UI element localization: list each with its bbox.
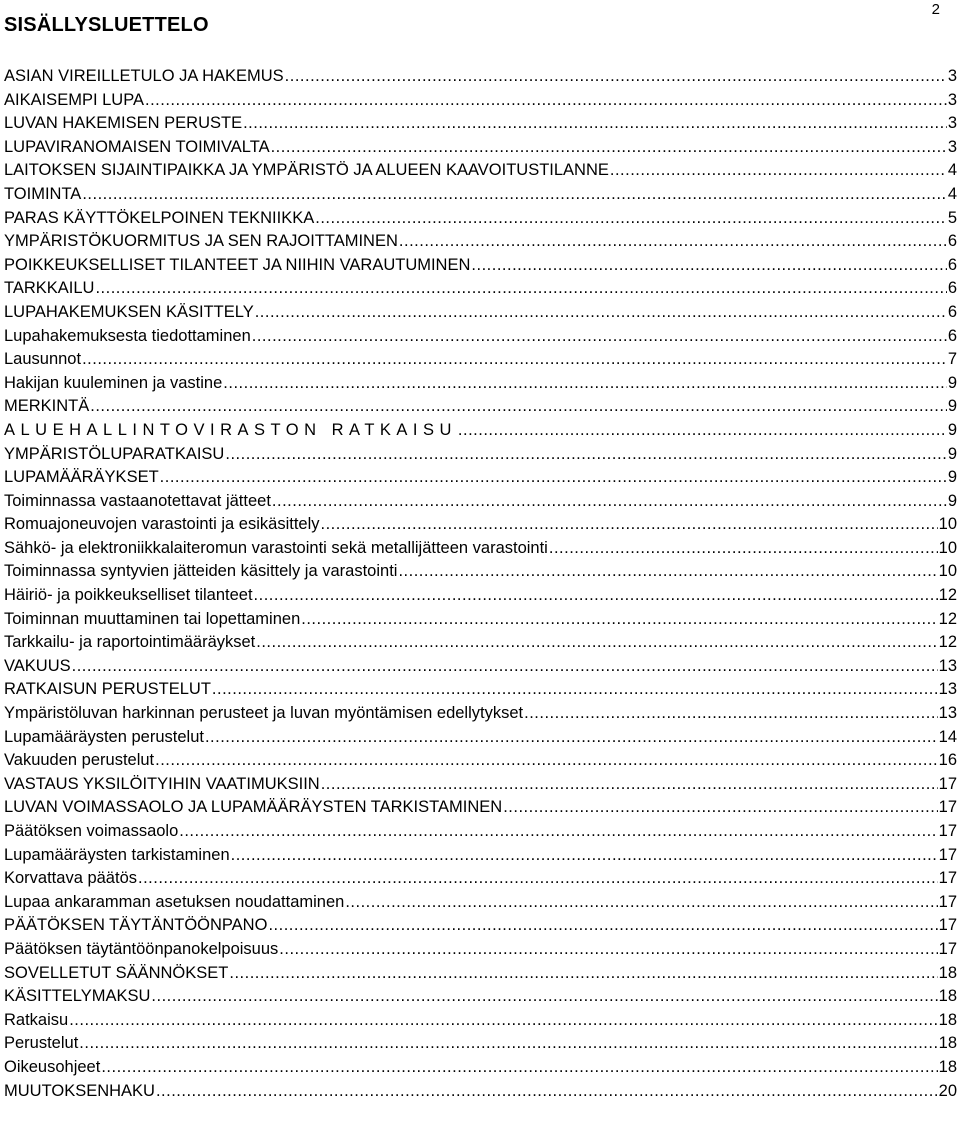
toc-entry-title: KÄSITTELYMAKSU	[4, 987, 151, 1006]
toc-entry[interactable]	[4, 562, 957, 586]
toc-entry[interactable]	[4, 893, 957, 917]
toc-entry-title: Päätöksen voimassaolo	[4, 822, 179, 840]
toc-entry-title: Lupaa ankaramman asetuksen noudattaminen	[4, 892, 345, 911]
toc-entry-page: 10	[938, 562, 957, 581]
toc-entry-title: YMPÄRISTÖLUPARATKAISU	[4, 444, 225, 463]
toc-entry[interactable]	[4, 1011, 957, 1035]
toc-entry-title: Oikeusohjeet	[4, 1057, 101, 1076]
toc-entry-page: 7	[947, 350, 957, 369]
toc-entry-page: 10	[938, 515, 957, 534]
toc-entry-title: Toiminnassa vastaanotettavat jätteet	[4, 491, 271, 510]
toc-entry-title: Lupahakemuksesta tiedottaminen	[4, 326, 251, 345]
toc-entry-page: 9	[947, 468, 957, 487]
toc-entry-page: 17	[938, 939, 957, 958]
toc-dot-leader	[160, 468, 947, 487]
toc-dot-leader	[151, 987, 937, 1006]
toc-entry-page: 3	[947, 114, 957, 133]
toc-entry-page: 17	[938, 822, 957, 840]
toc-entry-title: VAKUUS	[4, 656, 71, 675]
toc-dot-leader	[471, 256, 946, 275]
toc-entry-title: RATKAISUN PERUSTELUT	[4, 680, 211, 699]
toc-dot-leader	[205, 728, 938, 747]
toc-dot-leader	[90, 397, 947, 416]
toc-entry[interactable]	[4, 798, 957, 822]
toc-entry-page: 13	[938, 680, 957, 699]
toc-entry[interactable]	[4, 657, 957, 681]
toc-entry-title: Toiminnan muuttaminen tai lopettaminen	[4, 609, 301, 628]
toc-entry-page: 3	[947, 67, 957, 85]
page-number: 2	[931, 1, 940, 18]
toc-entry-page: 4	[947, 161, 957, 180]
toc-dot-leader	[212, 680, 938, 699]
toc-entry-page: 9	[947, 397, 957, 416]
toc-dot-leader	[69, 1011, 937, 1030]
toc-entry-page: 5	[947, 208, 957, 227]
toc-entry-page: 10	[938, 538, 957, 557]
toc-entry-page: 9	[947, 491, 957, 510]
toc-dot-leader	[255, 303, 947, 322]
toc-entry[interactable]	[4, 303, 957, 327]
toc-entry-title: Tarkkailu- ja raportointimääräykset	[4, 633, 256, 652]
toc-dot-leader	[82, 350, 947, 369]
toc-entry-page: 13	[938, 656, 957, 675]
toc-entry[interactable]	[4, 138, 957, 162]
toc-entry[interactable]	[4, 468, 957, 492]
toc-dot-leader	[398, 562, 937, 581]
toc-entry-title: Ratkaisu	[4, 1010, 69, 1029]
toc-dot-leader	[145, 91, 947, 110]
toc-entry-title: PARAS KÄYTTÖKELPOINEN TEKNIIKKA	[4, 208, 315, 227]
toc-entry-title: SOVELLETUT SÄÄNNÖKSET	[4, 963, 229, 982]
toc-entry-page: 14	[938, 727, 957, 746]
toc-dot-leader	[229, 964, 937, 983]
toc-dot-leader	[321, 775, 938, 794]
toc-entry[interactable]	[4, 869, 957, 893]
toc-entry-title: MUUTOKSENHAKU	[4, 1081, 155, 1100]
toc-entry-page: 17	[938, 774, 957, 793]
toc-entry[interactable]	[4, 256, 957, 280]
toc-entry-title: LUVAN VOIMASSAOLO JA LUPAMÄÄRÄYSTEN TARKISTAMINEN	[4, 798, 503, 817]
toc-dot-leader	[156, 1082, 938, 1101]
toc-dot-leader	[155, 751, 938, 770]
toc-entry-title: Häiriö- ja poikkeukselliset tilanteet	[4, 586, 253, 605]
toc-entry[interactable]	[4, 397, 957, 421]
toc-entry[interactable]	[4, 209, 957, 233]
toc-entry[interactable]	[4, 67, 957, 91]
toc-entry-title: Vakuuden perustelut	[4, 751, 155, 770]
toc-entry[interactable]	[4, 633, 957, 657]
toc-entry-page: 17	[938, 798, 957, 817]
toc-dot-leader	[179, 822, 937, 841]
toc-entry[interactable]	[4, 680, 957, 704]
toc-entry-page: 13	[938, 704, 957, 723]
toc-entry[interactable]	[4, 846, 957, 870]
toc-dot-leader	[231, 846, 938, 865]
toc-entry-page: 3	[947, 137, 957, 156]
toc-dot-leader	[138, 869, 938, 888]
toc-dot-leader	[243, 114, 947, 133]
toc-entry-page: 4	[947, 184, 957, 203]
toc-entry-page: 20	[938, 1081, 957, 1100]
toc-entry-title: VASTAUS YKSILÖITYIHIN VAATIMUKSIIN	[4, 774, 320, 793]
toc-entry-title: Perustelut	[4, 1034, 79, 1053]
toc-entry[interactable]	[4, 822, 957, 846]
toc-dot-leader	[272, 492, 947, 511]
toc-entry-page: 12	[938, 609, 957, 628]
toc-entry-page: 12	[938, 633, 957, 652]
toc-entry-title: Lupamääräysten tarkistaminen	[4, 845, 230, 864]
toc-dot-leader	[225, 445, 946, 464]
toc-dot-leader	[254, 586, 938, 605]
toc-entry[interactable]	[4, 728, 957, 752]
toc-entry-page: 9	[947, 444, 957, 463]
toc-entry-title: POIKKEUKSELLISET TILANTEET JA NIIHIN VARAUTUMINEN	[4, 255, 471, 274]
toc-entry-title: Ympäristöluvan harkinnan perusteet ja luvan myöntämisen edellytykset	[4, 704, 524, 723]
toc-entry-title: Hakijan kuuleminen ja vastine	[4, 373, 223, 392]
toc-dot-leader	[256, 633, 937, 652]
table-of-contents	[4, 67, 957, 1105]
toc-entry-page: 6	[947, 302, 957, 321]
toc-dot-leader	[95, 279, 946, 298]
toc-entry[interactable]	[4, 374, 957, 398]
toc-entry-title: Toiminnassa syntyvien jätteiden käsittely ja varastointi	[4, 562, 398, 581]
toc-dot-leader	[321, 515, 938, 534]
toc-dot-leader	[279, 940, 937, 959]
toc-dot-leader	[101, 1058, 937, 1077]
toc-entry[interactable]	[4, 515, 957, 539]
toc-entry[interactable]	[4, 940, 957, 964]
toc-entry-title: LUPAHAKEMUKSEN KÄSITTELY	[4, 302, 254, 321]
toc-entry-title: PÄÄTÖKSEN TÄYTÄNTÖÖNPANO	[4, 916, 268, 935]
toc-entry-page: 18	[938, 987, 957, 1006]
toc-entry[interactable]	[4, 185, 957, 209]
toc-entry[interactable]	[4, 232, 957, 256]
toc-entry-page: 17	[938, 869, 957, 888]
toc-entry-page: 17	[938, 916, 957, 935]
toc-dot-leader	[610, 161, 947, 180]
toc-entry-page: 6	[947, 279, 957, 298]
toc-entry-page: 12	[938, 586, 957, 605]
toc-entry-page: 9	[947, 373, 957, 392]
toc-entry-page: 9	[947, 420, 957, 439]
toc-dot-leader	[524, 704, 938, 723]
toc-entry[interactable]	[4, 916, 957, 940]
toc-entry[interactable]	[4, 586, 957, 610]
toc-dot-leader	[301, 610, 937, 629]
toc-entry-title: ASIAN VIREILLETULO JA HAKEMUS	[4, 67, 284, 85]
toc-entry[interactable]	[4, 421, 957, 445]
toc-entry-title: Päätöksen täytäntöönpanokelpoisuus	[4, 939, 279, 958]
toc-entry[interactable]	[4, 161, 957, 185]
toc-entry[interactable]	[4, 964, 957, 988]
toc-entry-page: 6	[947, 232, 957, 251]
toc-dot-leader	[82, 185, 947, 204]
toc-entry-page: 18	[938, 963, 957, 982]
toc-entry-title: YMPÄRISTÖKUORMITUS JA SEN RAJOITTAMINEN	[4, 232, 398, 251]
toc-entry[interactable]	[4, 987, 957, 1011]
toc-entry-title: LUPAMÄÄRÄYKSET	[4, 468, 159, 487]
toc-dot-leader	[315, 209, 947, 228]
toc-entry-page: 18	[938, 1057, 957, 1076]
toc-entry[interactable]	[4, 539, 957, 563]
toc-dot-leader	[285, 67, 947, 86]
toc-entry-title: Romuajoneuvojen varastointi ja esikäsittely	[4, 515, 320, 534]
toc-entry-page: 18	[938, 1034, 957, 1053]
toc-entry[interactable]	[4, 279, 957, 303]
toc-dot-leader	[252, 327, 947, 346]
toc-entry-page: 18	[938, 1010, 957, 1029]
toc-dot-leader	[268, 916, 937, 935]
toc-entry-title: MERKINTÄ	[4, 397, 90, 416]
toc-entry[interactable]	[4, 114, 957, 138]
toc-dot-leader	[503, 798, 937, 817]
toc-entry[interactable]	[4, 492, 957, 516]
toc-entry-title: AIKAISEMPI LUPA	[4, 90, 144, 109]
toc-entry[interactable]	[4, 704, 957, 728]
toc-entry-page: 6	[947, 255, 957, 274]
toc-entry[interactable]	[4, 327, 957, 351]
toc-entry-page: 3	[947, 90, 957, 109]
toc-entry[interactable]	[4, 1034, 957, 1058]
toc-dot-leader	[458, 421, 947, 440]
toc-entry-title: Korvattava päätös	[4, 869, 137, 888]
toc-entry-page: 17	[938, 845, 957, 864]
toc-entry-title: Lupamääräysten perustelut	[4, 727, 204, 746]
toc-dot-leader	[79, 1034, 937, 1053]
toc-entry-title: ALUEHALLINTOVIRASTON RATKAISU	[4, 420, 457, 439]
toc-entry-page: 17	[938, 892, 957, 911]
toc-dot-leader	[223, 374, 947, 393]
toc-entry[interactable]	[4, 775, 957, 799]
toc-entry-title: Sähkö- ja elektroniikkalaiteromun varastointi sekä metallijätteen varastointi	[4, 538, 548, 557]
page-title: SISÄLLYSLUETTELO	[4, 14, 209, 36]
toc-entry-page: 16	[938, 751, 957, 770]
toc-entry-title: TARKKAILU	[4, 279, 95, 298]
toc-dot-leader	[549, 539, 938, 558]
toc-entry-title: LAITOKSEN SIJAINTIPAIKKA JA YMPÄRISTÖ JA ALUEEN KAAVOITUSTILANNE	[4, 161, 609, 180]
toc-entry-title: LUVAN HAKEMISEN PERUSTE	[4, 114, 243, 133]
toc-entry[interactable]	[4, 350, 957, 374]
toc-entry[interactable]	[4, 751, 957, 775]
toc-dot-leader	[72, 657, 938, 676]
toc-entry-title: TOIMINTA	[4, 184, 82, 203]
toc-entry[interactable]	[4, 1058, 957, 1082]
toc-entry-title: LUPAVIRANOMAISEN TOIMIVALTA	[4, 137, 270, 156]
toc-entry[interactable]	[4, 445, 957, 469]
toc-entry-title: Lausunnot	[4, 350, 82, 369]
toc-dot-leader	[399, 232, 947, 251]
toc-entry[interactable]	[4, 1082, 957, 1106]
toc-dot-leader	[345, 893, 937, 912]
toc-entry-page: 6	[947, 326, 957, 345]
toc-entry[interactable]	[4, 91, 957, 115]
toc-dot-leader	[271, 138, 947, 157]
toc-entry[interactable]	[4, 610, 957, 634]
